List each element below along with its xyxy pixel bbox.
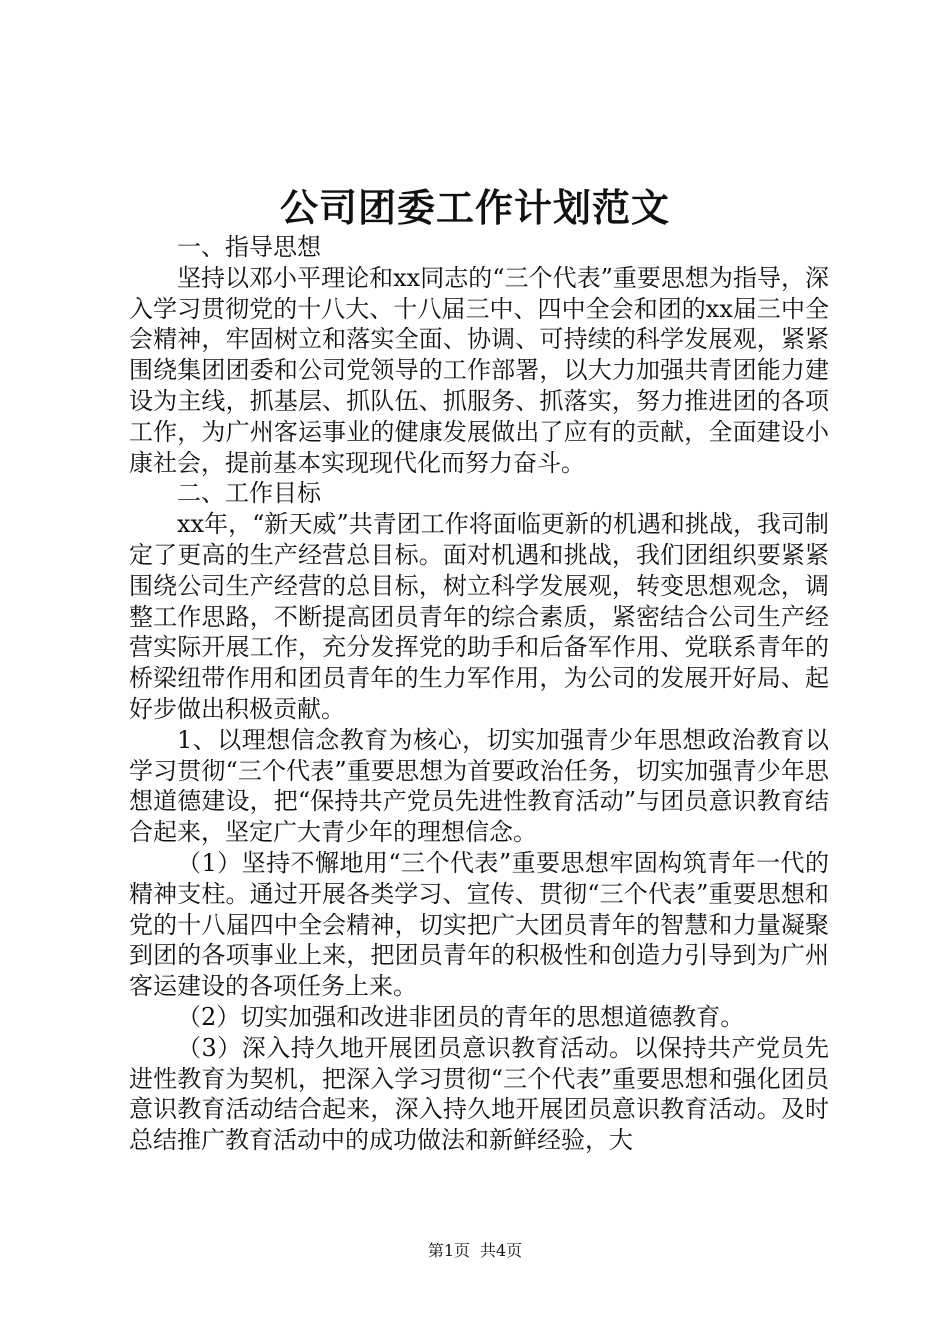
page-total: 共4页 [480, 1241, 523, 1260]
paragraph-guiding-ideology: 坚持以邓小平理论和xx同志的“三个代表”重要思想为指导，深入学习贯彻党的十八大、十八届三中、四中全会和团的xx届三中全会精神，牢固树立和落实全面、协调、可持续的科学发展观，紧紧围绕集团团委和公司党领导的工作部署，以大力加强共青团能力建设为主线，抓基层、抓队伍、抓服务、抓落实，努力推进团的各项工作，为广州客运事业的健康发展做出了应有的贡献，全面建设小康社会，提前基本实现现代化而努力奋斗。 [129, 263, 829, 477]
paragraph-subitem-3: （3）深入持久地开展团员意识教育活动。以保持共产党员先进性教育为契机，把深入学习贯彻“三个代表”重要思想和强化团员意识教育活动结合起来，深入持久地开展团员意识教育活动。及时总结推广教育活动中的成功做法和新鲜经验，大 [129, 1033, 829, 1155]
page-number: 第1页 [427, 1241, 470, 1260]
section-heading-work-goals: 二、工作目标 [177, 479, 321, 508]
paragraph-item-1: 1、以理想信念教育为核心，切实加强青少年思想政治教育以学习贯彻“三个代表”重要思想为首要政治任务，切实加强青少年思想道德建设，把“保持共产党员先进性教育活动”与团员意识教育结合起来，坚定广大青少年的理想信念。 [129, 725, 829, 847]
document-title: 公司团委工作计划范文 [279, 185, 670, 230]
paragraph-work-goals: xx年，“新天威”共青团工作将面临更新的机遇和挑战，我司制定了更高的生产经营总目标。面对机遇和挑战，我们团组织要紧紧围绕公司生产经营的总目标，树立科学发展观，转变思想观念，调整工作思路，不断提高团员青年的综合素质，紧密结合公司生产经营实际开展工作，充分发挥党的助手和后备军作用、党联系青年的桥梁纽带作用和团员青年的生力军作用，为公司的发展开好局、起好步做出积极贡献。 [129, 510, 829, 723]
section-heading-guiding-ideology: 一、指导思想 [177, 233, 321, 261]
paragraph-subitem-2: （2）切实加强和改进非团员的青年的思想道德教育。 [177, 1002, 745, 1031]
paragraph-subitem-1: （1）坚持不懈地用“三个代表”重要思想牢固构筑青年一代的精神支柱。通过开展各类学习、宣传、贯彻“三个代表”重要思想和党的十八届四中全会精神，切实把广大团员青年的智慧和力量凝聚到团的各项事业上来，把团员青年的积极性和创造力引导到为广州客运建设的各项任务上来。 [129, 848, 829, 1001]
page-footer [0, 1240, 950, 1262]
document-body [129, 232, 829, 1156]
